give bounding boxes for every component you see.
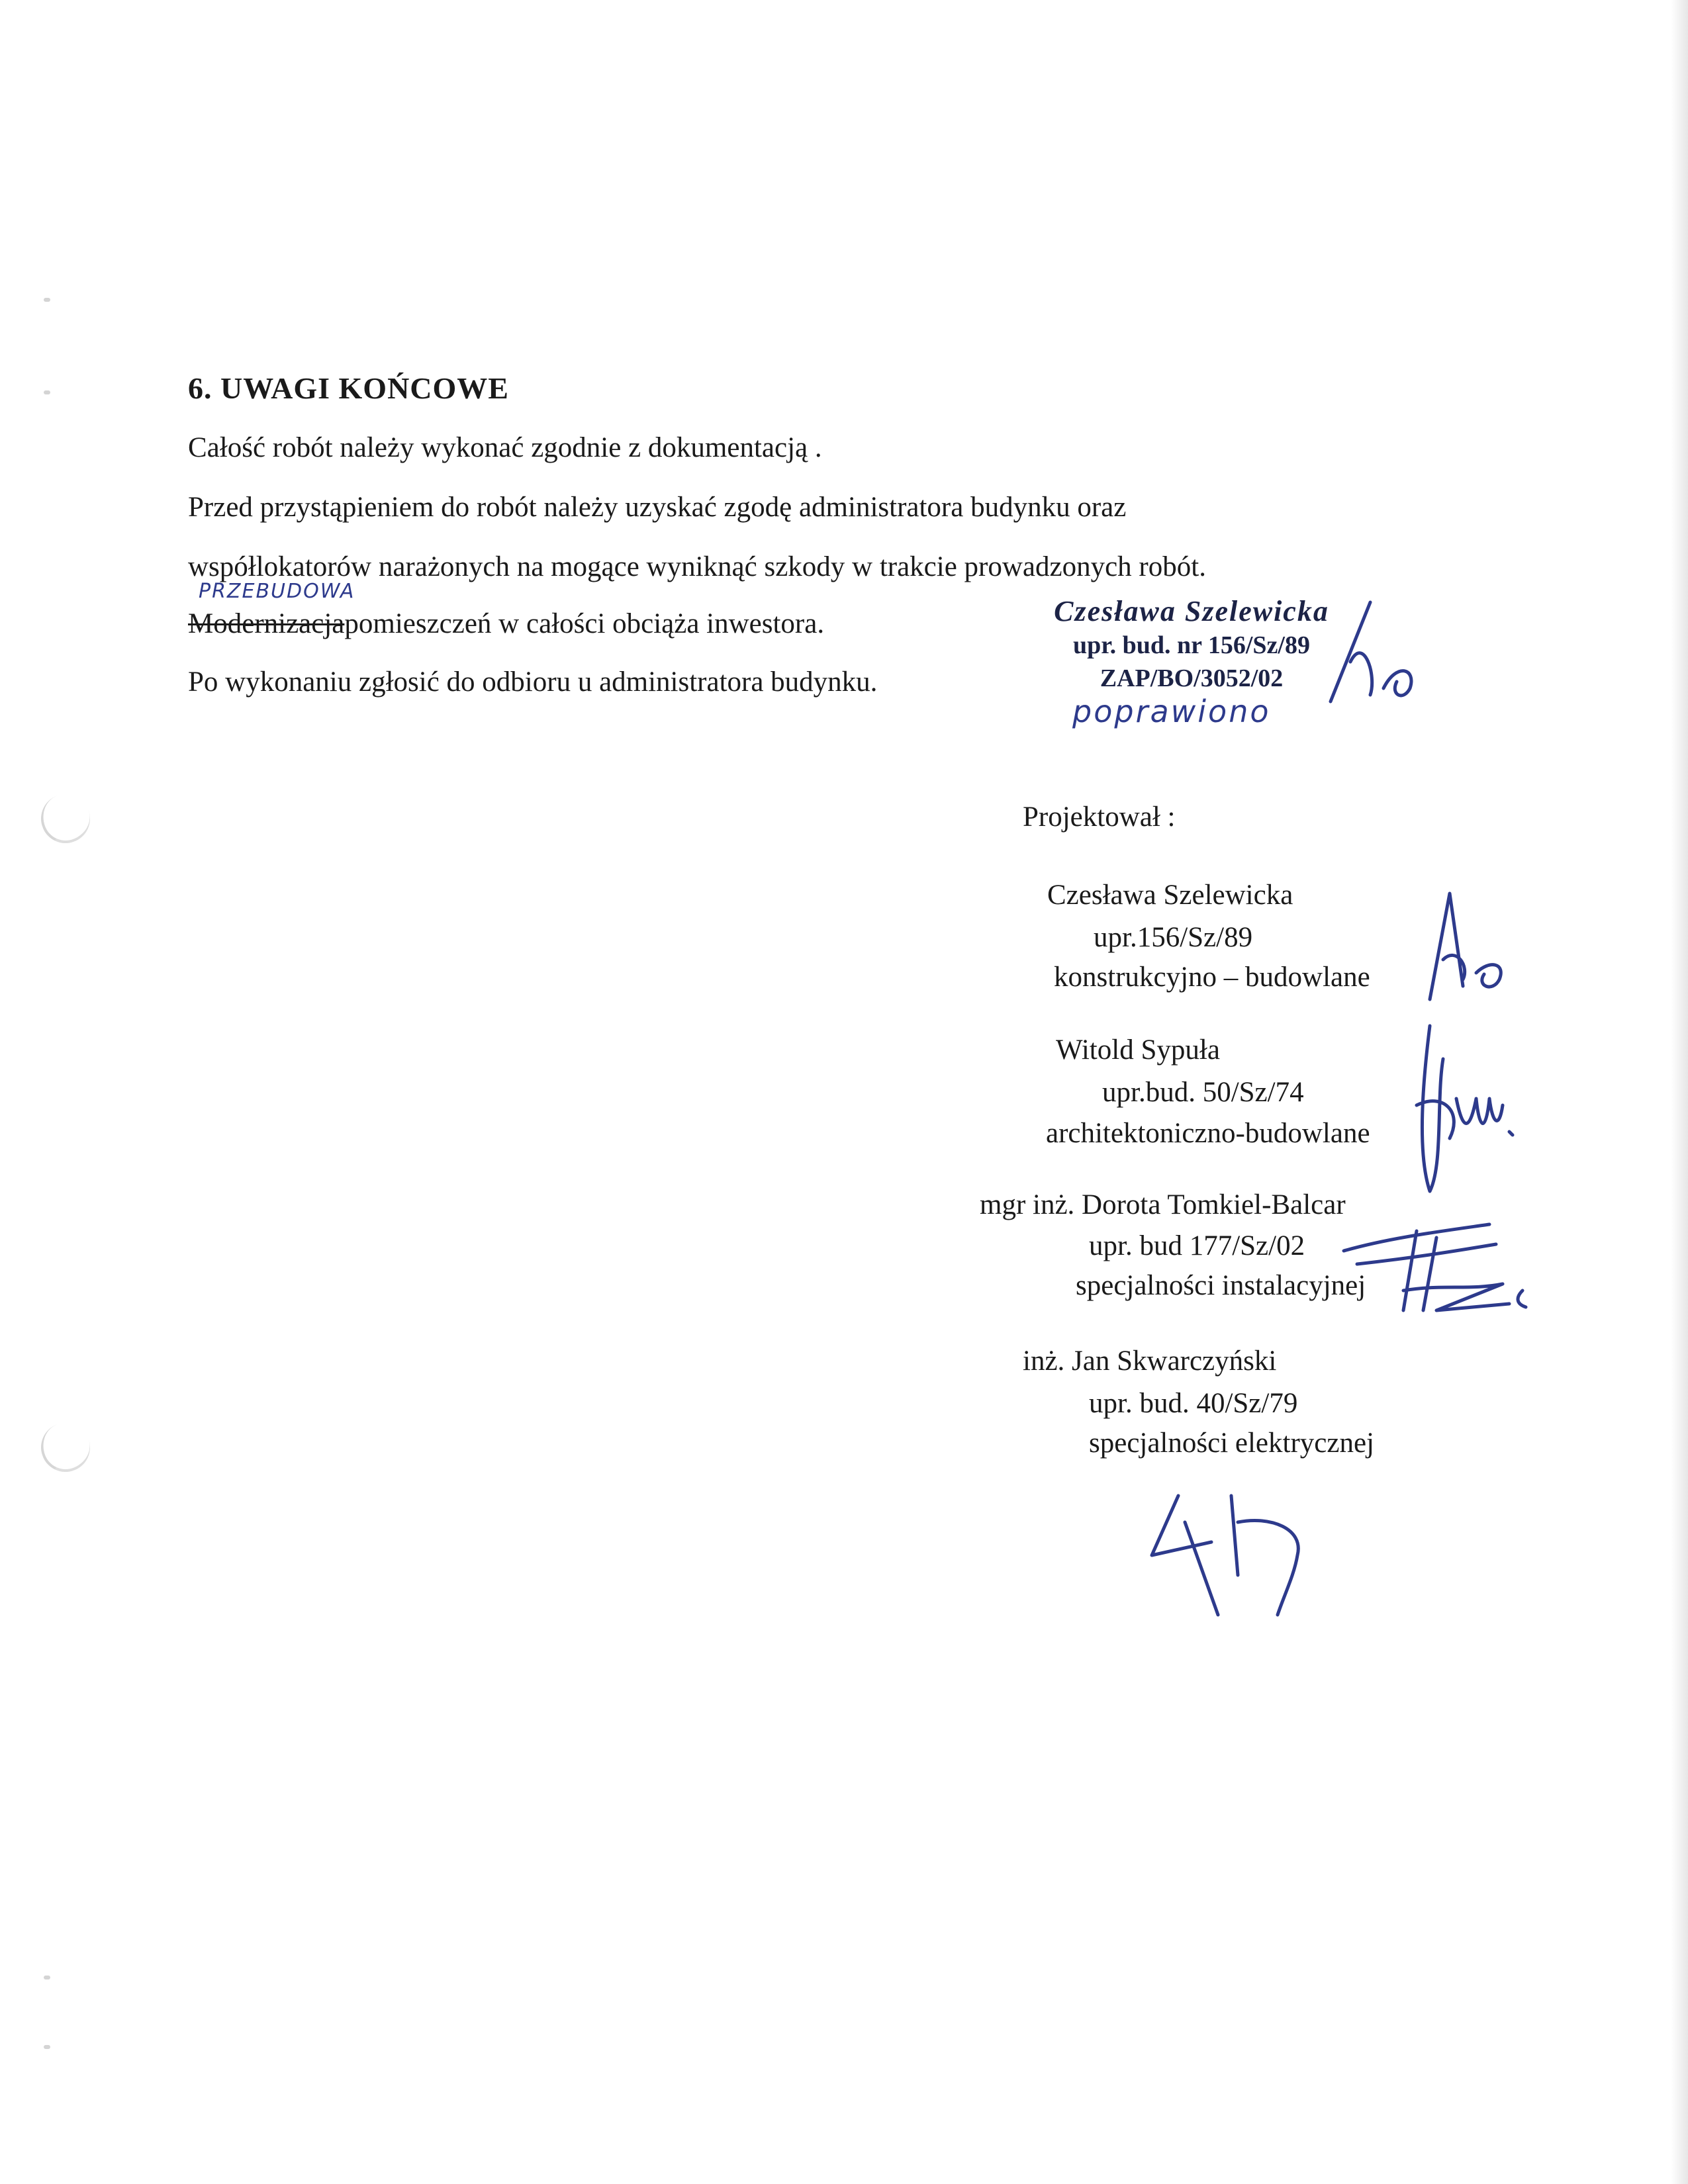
paragraph-line-5: Po wykonaniu zgłosić do odbioru u administratora budynku. (188, 666, 878, 698)
stamp-chamber-number: ZAP/BO/3052/02 (1100, 664, 1284, 692)
scan-speck (44, 298, 50, 302)
paragraph-line-3: współlokatorów narażonych na mogące wyniknąć szkody w trakcie prowadzonych robót. (188, 551, 1206, 582)
scan-speck (44, 390, 50, 394)
paragraph-line-1: Całość robót należy wykonać zgodnie z dokumentacją . (188, 432, 822, 463)
designer-1-specialty: konstrukcyjno – budowlane (1054, 962, 1370, 993)
designer-4-license: upr. bud. 40/Sz/79 (1089, 1388, 1298, 1419)
struck-word: Modernizacja (188, 608, 345, 639)
handwritten-note: poprawiono (1072, 694, 1271, 729)
designer-2-signature-icon (1403, 1019, 1536, 1205)
punch-hole-bottom (34, 1416, 97, 1479)
section-heading: 6. UWAGI KOŃCOWE (188, 371, 509, 405)
designer-3-name: mgr inż. Dorota Tomkiel-Balcar (980, 1189, 1346, 1220)
paragraph-line-4 (188, 608, 824, 640)
designer-4-name: inż. Jan Skwarczyński (1023, 1345, 1277, 1377)
punch-hole-top (34, 788, 97, 850)
designers-label: Projektował : (1023, 801, 1176, 833)
stamp-license: upr. bud. nr 156/Sz/89 (1073, 631, 1310, 659)
scan-speck (44, 2045, 50, 2049)
designer-2-specialty: architektoniczno-budowlane (1046, 1118, 1370, 1149)
designer-2-name: Witold Sypuła (1056, 1034, 1220, 1066)
stamp-signature-icon (1324, 596, 1430, 715)
paragraph-line-2: Przed przystąpieniem do robót należy uzyskać zgodę administratora budynku oraz (188, 492, 1127, 523)
designer-3-signature-icon (1337, 1211, 1536, 1324)
designer-3-license: upr. bud 177/Sz/02 (1089, 1230, 1305, 1261)
designer-2-license: upr.bud. 50/Sz/74 (1102, 1077, 1304, 1108)
scan-edge-shadow (1671, 0, 1688, 2184)
license-stamp (1033, 594, 1350, 693)
designer-1-signature-icon (1423, 887, 1516, 1006)
designer-4-signature-icon (1139, 1482, 1337, 1628)
designer-3-specialty: specjalności instalacyjnej (1076, 1270, 1366, 1301)
designer-1-license: upr.156/Sz/89 (1094, 922, 1253, 953)
designer-1-name: Czesława Szelewicka (1047, 880, 1293, 911)
paragraph-line-4-rest: pomieszczeń w całości obciąża inwestora. (344, 608, 825, 639)
scan-speck (44, 1976, 50, 1979)
stamp-name: Czesława Szelewicka (1054, 595, 1329, 627)
handwritten-correction: PRZEBUDOWA (199, 580, 355, 603)
designer-4-specialty: specjalności elektrycznej (1089, 1428, 1374, 1459)
